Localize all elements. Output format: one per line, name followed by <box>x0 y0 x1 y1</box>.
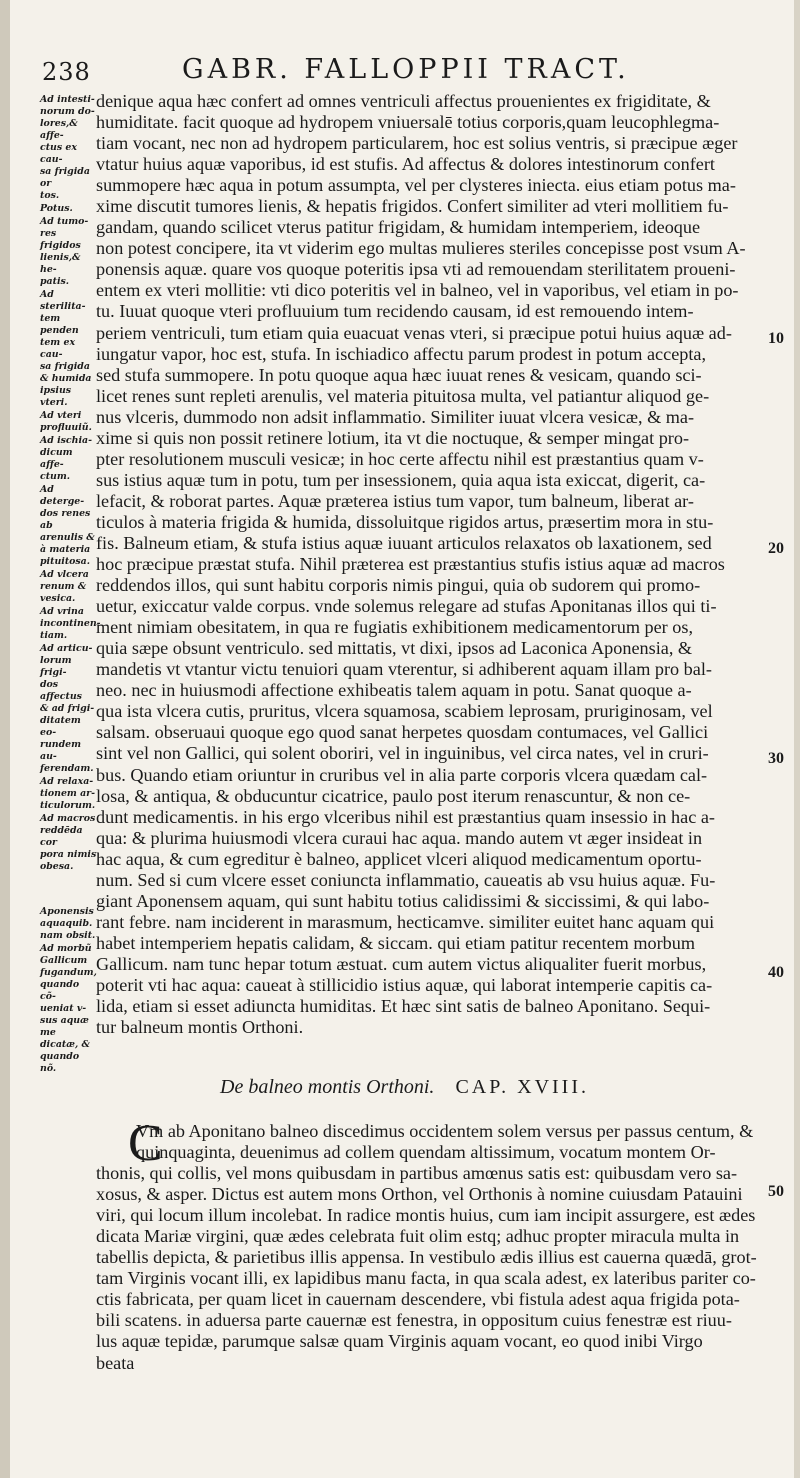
margin-note: Ad articu- lorum frigi- dos affectus & ad frigi- ditatem eo- rundem au- ferendam. <box>40 643 95 774</box>
text-line: tabellis depicta, & parietibus illis appensa. In vestibulo ædis illius est cauerna quædā, grot- <box>96 1247 757 1268</box>
text-line: mandetis vt vtantur victu tenuiori quam vterentur, si adhiberent aquam illam pro bal- <box>96 659 712 680</box>
text-line: num. Sed si cum vlcere esset coniuncta inflammatio, caueatis ab vsu huius aquæ. Fu- <box>96 869 716 890</box>
text-line: xime si quis non possit retinere lotium, ita vt die noctuque, & semper mingat pro- <box>96 427 690 448</box>
text-line: quia sæpe obsunt ventriculo. sed mittatis, vt dixi, ipsos ad Laconica Aponensia, & <box>96 638 693 659</box>
text-line: beata <box>96 1352 135 1373</box>
text-line: periem ventriculi, tum etiam quia euacuat venas vteri, si præcipue potui huius aquæ ad- <box>96 322 732 343</box>
text-line: uetur, exiccatur valde corpus. vnde solemus relegare ad stufas Aponitanas illos qui ti- <box>96 596 717 617</box>
line-number: 20 <box>768 540 784 557</box>
text-line: humiditate. facit quoque ad hydropem vniuersalē totius corporis,quam leucophlegma- <box>96 112 720 133</box>
margin-note: Ad ischia- dicum affe- ctum. <box>40 435 92 482</box>
line-number: 30 <box>768 750 784 767</box>
text-line: ponensis aquæ. quare vos quoque poteritis ipsa vti ad remouendam sterilitatem proueni- <box>96 259 736 280</box>
margin-note: Ad tumo- res frigidos lienis,& he- patis. <box>40 216 89 287</box>
text-line: sint vel non Gallici, qui solent oboriri, vel in inguinibus, vel circa nates, vel in cruri- <box>96 743 709 764</box>
margin-note: Ad deterge- dos renes ab arenulis & à materia pituitosa. <box>40 484 95 567</box>
text-line: tu. Iuuat quoque vteri profluuium tum recidendo causam, id est remouendo intem- <box>96 301 694 322</box>
text-line: lida, etiam si esset adiuncta humiditas. Et hæc sint satis de balneo Aponitano. Sequi- <box>96 996 711 1017</box>
chapter-heading <box>220 1076 720 1099</box>
text-line: neo. nec in huiusmodi affectione exhibeatis talem aquam in potu. Sanat quoque a- <box>96 680 692 701</box>
text-line: poterit vti hac aqua: caueat à stillicidio istius aquæ, qui laborat intemperie capitis ca- <box>96 974 713 995</box>
text-line: lus aquæ tepidæ, parumque salsæ quam Virginis aquam vocant, eo quod inibi Virgo <box>96 1331 703 1352</box>
text-line: licet renes sunt repleti arenulis, vel materia pituitosa multa, vel patiantur aliquod ge- <box>96 385 710 406</box>
text-line: habet intemperiem hepatis calidam, & siccam. qui etiam patitur recentem morbum <box>96 932 695 953</box>
text-line: lefacit, & roborat partes. Aquæ præterea istius tum vapor, tum balneum, liberat ar- <box>96 490 694 511</box>
margin-note: Ad morbũ Gallicum fugandum, quando cõ- ueniat v- sus aquæ me dicatæ, & quando nõ. <box>40 943 97 1074</box>
text-line: bili scatens. in aduersa parte cauernæ est fenestra, in oppositum cuius fenestræ est riuu- <box>96 1310 732 1331</box>
drop-cap: C <box>128 1115 163 1172</box>
text-line: hoc præcipue præstat stufa. Nihil præterea est præstantius stufis istius aquæ ad macros <box>96 554 725 575</box>
text-line: quinquaginta, deuenimus ad collem quendam altissimum, vocatum montem Or- <box>136 1142 716 1163</box>
chapter-title: De balneo montis Orthoni. <box>220 1076 435 1098</box>
text-line: xime discutit tumores lienis, & hepatis frigidos. Confert similiter ad vteri mollitiem fu- <box>96 196 729 217</box>
margin-note: Ad vlcera renum & vesica. <box>40 569 89 604</box>
text-line: tiam vocant, nec non ad hydropem particularem, hoc est solius ventris, si præcipue æger <box>96 133 738 154</box>
text-line: fis. Balneum etiam, & stufa istius aquæ iuuant articulos relaxatos ob laxationem, sed <box>96 532 712 553</box>
margin-notes-top <box>40 94 101 874</box>
page-number: 238 <box>42 58 91 86</box>
margin-notes-bottom <box>40 906 98 1076</box>
body-text-bottom <box>96 1115 788 1374</box>
text-line: tam Virginis vocant illi, ex lapidibus manu facta, in qua scala adest, ex lateribus pariter co- <box>96 1268 756 1289</box>
text-line: thonis, qui collis, vel mons quibusdam in partibus amœnus satis est: quibusdam vero sa- <box>96 1163 738 1184</box>
text-line: ticulos à materia frigida & humida, dissoluitque rigidos artus, præsertim mora in stu- <box>96 511 714 532</box>
margin-note: Ad sterilita- tem penden tem ex cau- sa frigida & humida ipsius vteri. <box>40 289 92 408</box>
margin-note: Ad vrina incontinen- tiam. <box>40 606 101 641</box>
text-line: qua: & plurima huiusmodi vlcera curaui hac aqua. mando autem vt æger insideat in <box>96 827 703 848</box>
text-line: sed stufa summopere. In potu quoque aqua hæc iuuat renes & vesicam, quando sci- <box>96 364 702 385</box>
text-line: denique aqua hæc confert ad omnes ventriculi affectus prouenientes ex frigiditate, & <box>96 91 711 111</box>
text-line: ctis fabricata, per quam licet in cauernam descendere, vbi fistula adest aqua frigida pota- <box>96 1289 740 1310</box>
page-header <box>42 54 782 90</box>
running-head: GABR. FALLOPPII TRACT. <box>182 54 630 85</box>
margin-note: Potus. <box>40 203 73 214</box>
text-line: reddendos illos, qui sunt habitu corporis nimis pingui, quia ob sudorem qui promo- <box>96 575 701 596</box>
text-line: xosus, & asper. Dictus est autem mons Orthon, vel Orthonis à nomine cuiusdam Patauini <box>96 1184 743 1205</box>
text-line: tur balneum montis Orthoni. <box>96 1017 304 1038</box>
line-number: 40 <box>768 964 784 981</box>
text-line: dunt medicamentis. in his ergo vlceribus nihil est præstantius quam insessio in hac a- <box>96 806 715 827</box>
text-line: salsam. obseruaui quoque ego quod sanat herpetes quosdam contumaces, vel Gallici <box>96 722 709 743</box>
text-line: losa, & antiqua, & obducuntur cicatrice, paulo post iterum renascuntur, & non ce- <box>96 785 691 806</box>
line-number: 10 <box>768 330 784 347</box>
margin-note: Aponensis aquaquib. nam obsit. <box>40 906 96 941</box>
text-line: viri, qui locum illum incolebat. In radice montis huius, cum iam incipit assurgere, est ædes <box>96 1205 756 1226</box>
text-line: entem ex vteri mollitie: vti dico poteritis vel in balneo, vel in vaporibus, vel etiam in po- <box>96 280 739 301</box>
margin-note: Ad macros reddēda cor pora nimis obesa. <box>40 813 97 872</box>
chapter-number: CAP. XVIII. <box>455 1076 589 1098</box>
text-line: vtatur huius aquæ vaporibus, id est stufis. Ad affectus & dolores intestinorum confert <box>96 154 715 175</box>
text-line: non potest concipere, ita vt viderim ego multas mulieres steriles concepisse post vsum A- <box>96 238 746 259</box>
margin-note: Ad intesti- norum do- lores,& affe- ctus ex cau- sa frigida or tos. <box>40 94 95 201</box>
text-line: summopere hæc aqua in potum assumpta, vel per clysteres iniecta. eius etiam potus ma- <box>96 175 736 196</box>
text-line: Vm ab Aponitano balneo discedimus occidentem solem versus per passus centum, & <box>136 1121 754 1141</box>
text-line: hac aqua, & cum egreditur è balneo, applicet vlceri aliquod medicamentum oportu- <box>96 848 702 869</box>
text-line: Gallicum. nam tunc hepar totum æstuat. cum autem victus aliqualiter fuerit morbus, <box>96 953 707 974</box>
text-line: rant febre. nam inciderent in marasmum, hecticamve. similiter euitet hanc aquam qui <box>96 911 715 932</box>
text-line: dicata Mariæ virgini, quæ ædes celebrata fuit olim estq; adhuc propter miracula multa in <box>96 1226 740 1247</box>
body-text-top <box>96 91 788 1038</box>
text-line: pter resolutionem musculi vesicæ; in hoc certe affectu nihil est præstantius quam v- <box>96 448 704 469</box>
margin-note: Ad vteri profluuiũ. <box>40 410 92 433</box>
text-line: sus istius aquæ tum in potu, tum per insessionem, quia aqua ista exiccat, digerit, ca- <box>96 469 706 490</box>
text-line: qua ista vlcera cutis, pruritus, vlcera squamosa, scabiem leprosam, pruriginosam, vel <box>96 701 713 722</box>
text-line: ment nimiam obesitatem, in qua re fugiatis exhibitionem medicamentorum per os, <box>96 617 694 638</box>
text-line: iungatur vapor, hoc est, stufa. In ischiadico affectu parum prodest in potum accepta, <box>96 343 707 364</box>
text-line: gandam, quando scilicet vterus patitur frigidam, & humidam intemperiem, ideoque <box>96 217 701 238</box>
line-number: 50 <box>768 1183 784 1200</box>
margin-note: Ad relaxa- tionem ar- ticulorum. <box>40 776 96 811</box>
text-line: bus. Quando etiam oriuntur in cruribus vel in alia parte corporis vlcera quædam cal- <box>96 764 708 785</box>
text-line: nus vlceris, dummodo non adsit inflammatio. Similiter iuuat vlcera vesicæ, & ma- <box>96 406 695 427</box>
text-line: giant Aponensem aquam, qui sunt habitu totius calidissimi & siccissimi, & qui labo- <box>96 890 710 911</box>
